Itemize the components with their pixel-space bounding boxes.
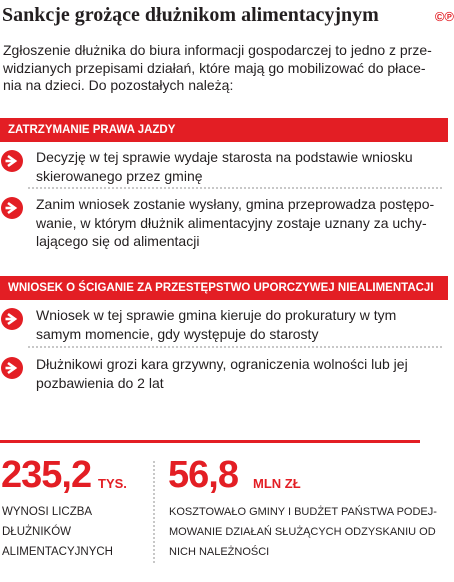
item-text [36, 195, 434, 251]
stat-unit-debtors: TYS. [98, 476, 127, 491]
item-text [36, 148, 413, 185]
item-line: skierowanego przez gminę [36, 167, 203, 184]
item-line: Decyzję w tej sprawie wydaje starosta na podstawie wniosku [36, 149, 413, 165]
stat-desc-line: DŁUŻNIKÓW [2, 526, 71, 538]
intro-paragraph [3, 42, 443, 95]
intro-line: Zgłoszenie dłużnika do biura informacji gospodarczej to jedno z prze- [3, 42, 432, 58]
publisher-logo: ©℗ [434, 9, 454, 24]
item-line: Zanim wniosek zostanie wysłany, gmina przeprowadza postępo- [36, 196, 435, 212]
item-line: Wniosek w tej sprawie gmina kieruje do prokuratury w tym [36, 307, 397, 323]
stat-desc-line: WYNOSI LICZBA [2, 506, 93, 518]
divider [28, 187, 442, 189]
section-divider-red [0, 440, 420, 443]
stat-desc-line: MOWANIE DZIAŁAŃ SŁUŻĄCYCH ODZYSKANIU OD [169, 526, 436, 538]
item-line: lającego się od alimentacji [36, 233, 200, 249]
arrow-right-circle-icon [1, 357, 23, 379]
stat-unit-cost: MLN ZŁ [253, 476, 301, 491]
intro-line: widzianych przepisami działań, które mają go mobilizować do płace- [3, 59, 426, 76]
item-text [36, 355, 408, 392]
section-header-prosecution: WNIOSEK O ŚCIGANIE ZA PRZESTĘPSTWO UPORCZYWEJ NIEALIMENTACJI [0, 276, 448, 300]
stat-value-debtors: 235,2 [1, 454, 92, 496]
stat-desc-debtors [2, 502, 113, 562]
stat-divider [153, 461, 155, 563]
arrow-right-circle-icon [1, 150, 23, 172]
intro-line: nia na dzieci. Do pozostałych należą: [3, 77, 234, 93]
item-line: wanie, w którym dłużnik alimentacyjny zostaje uznany za uchy- [36, 214, 427, 231]
item-line: samym momencie, gdy występuje do starosty [36, 325, 319, 342]
item-line: pozbawienia do 2 lat [36, 374, 164, 391]
stat-desc-line: ALIMENTACYJNYCH [2, 546, 113, 558]
stat-desc-line: KOSZTOWAŁO GMINY I BUDŻET PAŃSTWA PODEJ- [169, 506, 437, 518]
divider [28, 346, 442, 348]
stat-desc-cost [169, 502, 437, 562]
page-title: Sankcje grożące dłużnikom alimentacyjnym [2, 4, 379, 26]
stat-value-cost: 56,8 [168, 454, 238, 496]
arrow-right-circle-icon [1, 308, 23, 330]
stat-desc-line: NICH NALEŻNOŚCI [169, 546, 270, 558]
arrow-right-circle-icon [1, 197, 23, 219]
item-text [36, 306, 396, 343]
item-line: Dłużnikowi grozi kara grzywny, ograniczenia wolności lub jej [36, 356, 408, 372]
section-header-driving-license: ZATRZYMANIE PRAWA JAZDY [0, 118, 448, 142]
